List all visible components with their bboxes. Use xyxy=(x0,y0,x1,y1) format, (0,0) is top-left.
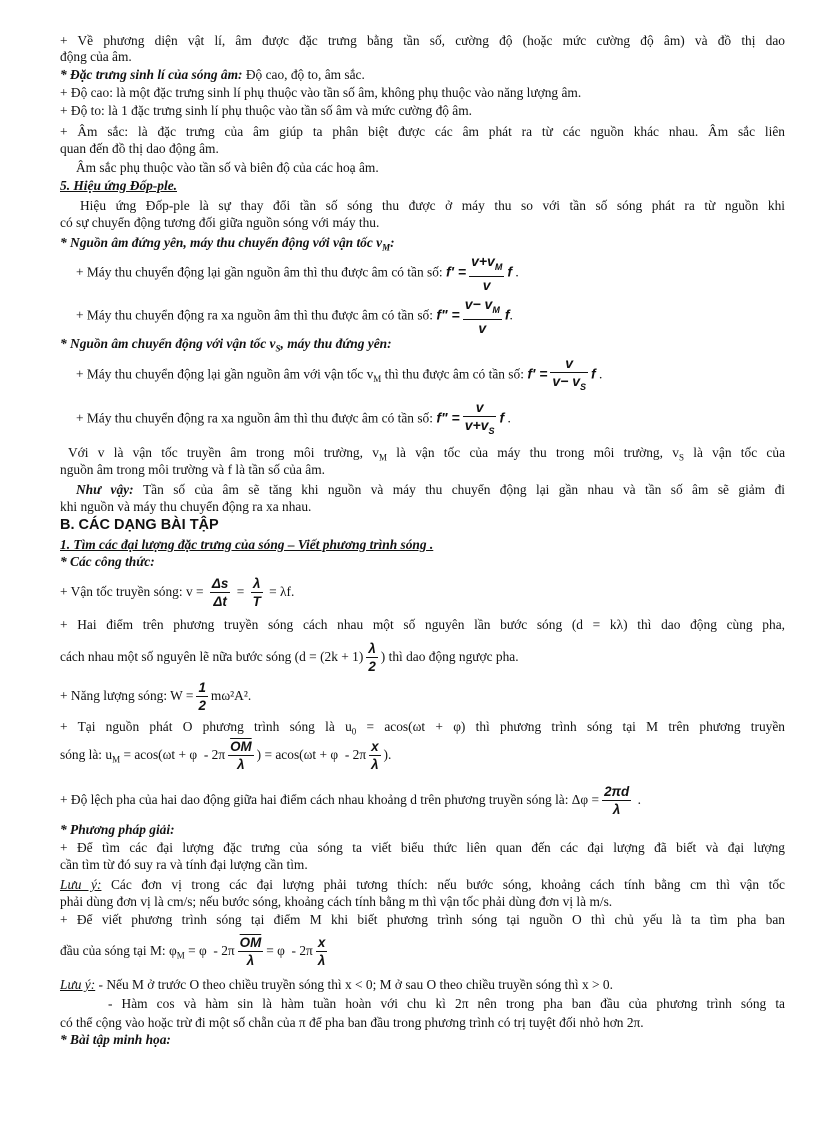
text-span: đầu của sóng tại M: xyxy=(60,943,169,958)
text-line: + Để viết phương trình sóng tại điểm M khi biết phương trình sóng tại nguồn O thì chủ yếu là ta tìm pha ban xyxy=(60,912,785,927)
fraction: $\frac{\lambda}{T}$ xyxy=(252,576,261,610)
fraction: $\frac{\Delta s}{\Delta t}$ xyxy=(211,576,229,610)
text-line: + Âm sắc: là đặc trưng của âm giúp ta phân biệt được các âm phát ra từ các nguồn khác nhau. Âm sắc liên xyxy=(60,124,785,139)
text-line: Như vậy: Tần số của âm sẽ tăng khi nguồn và máy thu chuyển động lại gần nhau và tần số âm sẽ giảm đi xyxy=(76,482,785,497)
formula-line xyxy=(60,639,785,675)
fraction: $\frac{\overline{OM}}{\lambda}$ xyxy=(239,935,262,969)
fraction: $\frac{x}{\lambda}$ xyxy=(317,935,326,969)
text-span: sóng là: xyxy=(60,747,106,762)
formula-line: + Máy thu chuyển động ra xa nguồn âm thì thu được âm có tần số: f" = $\frac{v}{v+v_S}$ f . xyxy=(76,399,801,440)
text-span: Độ cao, độ to, âm sắc. xyxy=(245,67,365,82)
formula-line: + Máy thu chuyển động ra xa nguồn âm thì thu được âm có tần số: f" = $\frac{v- v_M}{v}$ f. xyxy=(76,296,513,336)
text-line: + Tại nguồn phát O phương trình sóng là $u_0 = acos(\omega t + \varphi)$ thì phương trình sóng tại M trên phương truyền xyxy=(60,719,785,737)
formula-line: + Máy thu chuyển động lại gần nguồn âm với vận tốc $v_M$ thì thu được âm có tần số: f' = $\frac{v}{v- v_S}$ f . xyxy=(76,355,801,397)
text-line: có thể cộng vào hoặc trừ đi một số chẵn của π để pha ban đầu trong phương trình có trị tuyệt đối nhỏ hơn 2π. xyxy=(60,1015,644,1030)
formula-line: + Độ lệch pha của hai dao động giữa hai điểm cách nhau khoảng d trên phương truyền sóng là: Δφ = $\frac{2\pi d}{\lambda}$ . xyxy=(60,784,641,818)
text-span: + Năng lượng sóng: W = xyxy=(60,688,194,703)
section-heading: 1. Tìm các đại lượng đặc trưng của sóng – Viết phương trình sóng . xyxy=(60,537,434,552)
fraction: $\frac{\overline{OM}}{\lambda}$ xyxy=(230,739,252,773)
text-line: + Về phương diện vật lí, âm được đặc trưng bằng tần số, cường độ (hoặc mức cường độ âm) và đồ thị dao xyxy=(60,33,785,48)
text-span: + Vận tốc truyền sóng: v = xyxy=(60,584,204,599)
subheading: * Nguồn âm đứng yên, máy thu chuyển động với vận tốc $v_M$: xyxy=(60,235,395,253)
text-span: + Máy thu chuyển động lại gần nguồn âm thì thu được âm có tần số: xyxy=(76,264,443,280)
text-line: Âm sắc phụ thuộc vào tần số và biên độ của các hoạ âm. xyxy=(76,160,379,175)
formula-line xyxy=(60,678,785,714)
text-line: + Độ cao: là một đặc trưng sinh lí phụ thuộc vào tần số âm, không phụ thuộc vào năng lượng âm. xyxy=(60,85,582,100)
fraction: $\frac{v}{v- v_S}$ xyxy=(552,355,587,392)
text-line: Với v là vận tốc truyền âm trong môi trường, $v_M$ là vận tốc của máy thu trong môi trường, $v_S$ là vận tốc của xyxy=(68,445,786,463)
text-line: Lưu ý: Các đơn vị trong các đại lượng phải tương thích: nếu bước sóng, khoảng cách tính bằng cm thì vận tốc xyxy=(60,877,785,892)
text-line: động của âm. xyxy=(60,49,132,64)
text-line: nguồn âm trong môi trường và f là tần số của âm. xyxy=(60,462,325,477)
section-heading: B. CÁC DẠNG BÀI TẬP xyxy=(60,517,219,533)
text-line: khi nguồn và máy thu chuyển động ra xa nhau. xyxy=(60,499,312,514)
text-span: + Máy thu chuyển động lại gần nguồn âm với vận tốc xyxy=(76,366,367,382)
text-line xyxy=(60,67,785,83)
subheading: * Đặc trưng sinh lí của sóng âm: xyxy=(60,67,246,82)
subheading: * Nguồn âm chuyển động với vận tốc $v_S$, máy thu đứng yên: xyxy=(60,336,392,354)
text-span: + Máy thu chuyển động ra xa nguồn âm thì thu được âm có tần số: xyxy=(76,410,433,426)
text-line: Lưu ý: - Nếu M ở trước O theo chiều truyền sóng thì x < 0; M ở sau O theo chiều truyền sóng thì x > 0. xyxy=(60,977,613,992)
text-line: Hiệu ứng Đốp-ple là sự thay đổi tần số sóng thu được ở máy thu so với tần số sóng phát ra từ nguồn khi xyxy=(80,198,785,213)
subheading: * Bài tập minh họa: xyxy=(60,1032,171,1047)
text-span: + Độ lệch pha của hai dao động giữa hai điểm cách nhau khoảng d trên phương truyền sóng là: Δφ = xyxy=(60,792,600,807)
text-span: ) thì dao động ngược pha. xyxy=(380,649,519,664)
fraction: $\frac{\lambda}{2}$ xyxy=(368,641,376,675)
fraction: $\frac{x}{\lambda}$ xyxy=(371,739,379,773)
subheading: * Các công thức: xyxy=(60,554,155,569)
formula-line: sóng là: $u_M = acos(\omega t + \varphi - 2\pi$ $\frac{\overline{OM}}{\lambda}$ ) = acos(ωt + φ - 2π $\frac{x}{\lambda}$ ). xyxy=(60,739,392,773)
subheading: * Phương pháp giải: xyxy=(60,822,175,837)
text-line: - Hàm cos và hàm sin là hàm tuần hoàn với chu kì 2π nên trong pha ban đầu của phương trình sóng ta xyxy=(108,996,785,1011)
formula-line: + Máy thu chuyển động lại gần nguồn âm thì thu được âm có tần số: f' = $\frac{v+v_M}{v}$ f . xyxy=(76,253,519,293)
text-line: + Hai điểm trên phương truyền sóng cách nhau một số nguyên lần bước sóng (d = kλ) thì dao động cùng pha, xyxy=(60,617,785,632)
text-span: + Máy thu chuyển động ra xa nguồn âm thì thu được âm có tần số: xyxy=(76,307,433,323)
fraction: $\frac{v+v_M}{v}$ xyxy=(471,253,503,293)
text-span: cách nhau một số nguyên lẽ nữa bước sóng (d = (2k + 1) xyxy=(60,649,364,664)
formula-line: + Vận tốc truyền sóng: v = $\frac{\Delta s}{\Delta t}$ = $\frac{\lambda}{T}$ = λf. xyxy=(60,576,295,610)
text-line: quan đến đồ thị dao động âm. xyxy=(60,141,219,156)
fraction: $\frac{v- v_M}{v}$ xyxy=(464,296,500,336)
text-line: phải dùng đơn vị là cm/s; nếu bước sóng, khoảng cách tính bằng m thì vận tốc phải dùng đơn vị là m/s. xyxy=(60,894,613,909)
fraction: $\frac{1}{2}$ xyxy=(198,680,206,714)
text-line: cần tìm từ đó suy ra và tính đại lượng cần tìm. xyxy=(60,857,308,872)
text-line: + Độ to: là 1 đặc trưng sinh lí phụ thuộc vào tần số âm và mức cường độ âm. xyxy=(60,103,473,118)
text-line: + Để tìm các đại lượng đặc trưng của sóng ta viết biểu thức liên quan đến các đại lượng đã biết và đại lượng xyxy=(60,840,785,855)
section-heading: 5. Hiệu ứng Đốp-ple. xyxy=(60,178,178,193)
formula-line: đầu của sóng tại M: $\varphi_M = \varphi - 2\pi$ $\frac{\overline{OM}}{\lambda}$ = φ - 2π $\frac{x}{\lambda}$ xyxy=(60,935,326,969)
text-line: có sự chuyển động tương đối giữa nguồn sóng với máy thu. xyxy=(60,215,380,230)
text-span: thì thu được âm có tần số: xyxy=(381,366,524,382)
fraction: $\frac{2\pi d}{\lambda}$ xyxy=(604,784,630,818)
fraction: $\frac{v}{v+v_S}$ xyxy=(464,399,495,436)
text-span: mω²A². xyxy=(210,688,252,703)
